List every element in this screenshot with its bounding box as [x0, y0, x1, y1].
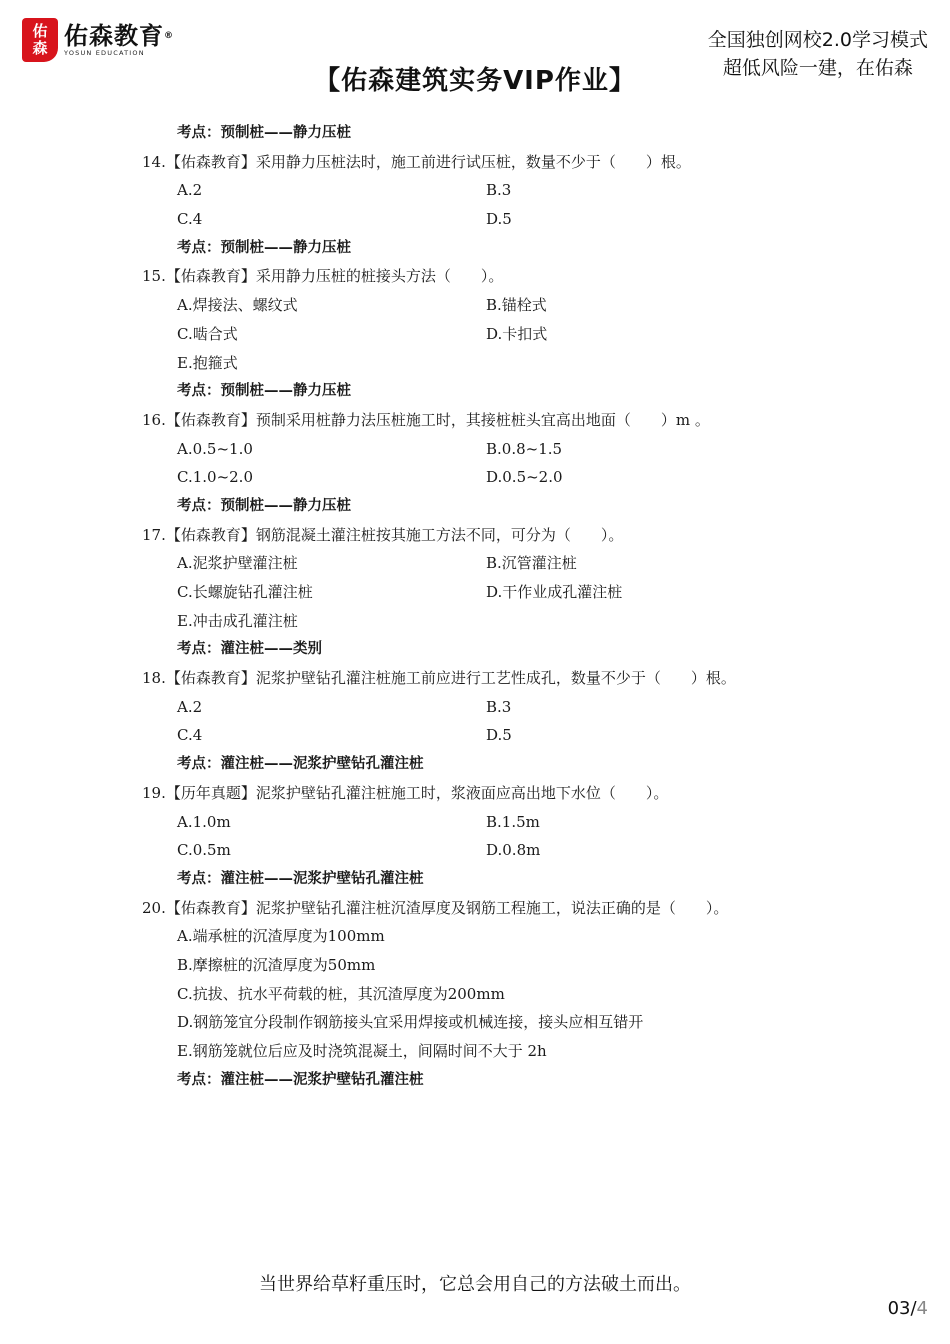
- option-item: D.卡扣式: [486, 324, 548, 343]
- option-row: [142, 176, 842, 205]
- exam-point: 考点：预制桩——静力压桩: [177, 383, 351, 400]
- option-item: C.4: [177, 210, 203, 229]
- option-item: C.0.5m: [177, 841, 231, 860]
- page-number: 03/4: [887, 1298, 928, 1319]
- question-stem: 16.【佑森教育】预制采用桩静力法压桩施工时，其接桩桩头宜高出地面（ ）m 。: [142, 410, 710, 429]
- option-item: D.5: [486, 210, 512, 229]
- option-row: [142, 836, 842, 865]
- option-item: C.抗拔、抗水平荷载的桩，其沉渣厚度为200mm: [177, 984, 505, 1003]
- option-row: [142, 721, 842, 750]
- slogan-line-1: 全国独创网校2.0学习模式: [707, 29, 928, 51]
- exam-point: 考点：预制桩——静力压桩: [177, 125, 351, 141]
- question-stem: 14.【佑森教育】采用静力压桩法时，施工前进行试压桩，数量不少于（ ）根。: [142, 152, 691, 171]
- option-item: B.0.8~1.5: [486, 439, 563, 458]
- option-item: D.干作业成孔灌注桩: [486, 583, 623, 601]
- option-row: [142, 693, 842, 722]
- option-item: D.0.5~2.0: [486, 468, 563, 487]
- question-stem: 19.【历年真题】泥浆护壁钻孔灌注桩施工时，浆液面应高出地下水位（ ）。: [142, 783, 669, 802]
- option-item: D.5: [486, 726, 512, 745]
- option-item: A.焊接法、螺纹式: [177, 296, 298, 315]
- exam-point: 考点：灌注桩——泥浆护壁钻孔灌注桩: [177, 756, 424, 773]
- exam-point: 考点：预制桩——静力压桩: [177, 497, 351, 514]
- option-item: B.1.5m: [486, 812, 540, 831]
- option-row: [142, 291, 842, 320]
- option-item: B.锚栓式: [486, 296, 547, 315]
- question-stem: 17.【佑森教育】钢筋混凝土灌注桩按其施工方法不同，可分为（ ）。: [142, 525, 624, 544]
- option-item: E.钢筋笼就位后应及时浇筑混凝土，间隔时间不大于 2h: [177, 1042, 547, 1060]
- option-row: [142, 578, 842, 607]
- logo-english: YOSUN EDUCATION: [64, 49, 145, 57]
- question-stem: 20.【佑森教育】泥浆护壁钻孔灌注桩沉渣厚度及钢筋工程施工，说法正确的是（ ）。: [142, 898, 729, 917]
- option-item: C.啮合式: [177, 324, 238, 343]
- option-item: D.钢筋笼宜分段制作钢筋接头宜采用焊接或机械连接，接头应相互错开: [177, 1013, 644, 1032]
- option-item: C.1.0~2.0: [177, 468, 253, 487]
- option-item: B.3: [486, 181, 512, 200]
- brand-logo: [22, 18, 174, 62]
- option-item: A.泥浆护壁灌注桩: [177, 554, 298, 573]
- option-row: [142, 320, 842, 349]
- option-item: E.抱箍式: [177, 353, 238, 372]
- option-row: [142, 435, 842, 464]
- option-item: C.4: [177, 726, 203, 745]
- exam-point: 考点：灌注桩——泥浆护壁钻孔灌注桩: [177, 1071, 424, 1088]
- exam-point: 考点：灌注桩——泥浆护壁钻孔灌注桩: [177, 870, 424, 887]
- option-row: [142, 463, 842, 492]
- option-item: C.长螺旋钻孔灌注桩: [177, 583, 313, 601]
- option-item: A.端承桩的沉渣厚度为100mm: [177, 927, 385, 946]
- option-row: [142, 808, 842, 837]
- option-item: A.2: [177, 181, 203, 200]
- option-item: E.冲击成孔灌注桩: [177, 611, 298, 630]
- question-list: [142, 119, 842, 1094]
- logo-name: 佑森教育®: [64, 22, 174, 50]
- option-row: [142, 549, 842, 578]
- option-item: A.0.5~1.0: [177, 439, 253, 458]
- question-stem: 15.【佑森教育】采用静力压桩的桩接头方法（ ）。: [142, 267, 504, 286]
- question-stem: 18.【佑森教育】泥浆护壁钻孔灌注桩施工前应进行工艺性成孔，数量不少于（ ）根。: [142, 669, 736, 688]
- option-item: D.0.8m: [486, 841, 541, 860]
- logo-seal-icon: 佑 森: [22, 18, 58, 62]
- option-item: A.1.0m: [177, 812, 231, 831]
- slogan-line-2: 超低风险一建，在佑森: [722, 57, 913, 79]
- exam-point: 考点：灌注桩——类别: [177, 641, 322, 658]
- option-item: B.摩擦桩的沉渣厚度为50mm: [177, 955, 376, 974]
- option-item: B.沉管灌注桩: [486, 554, 577, 573]
- option-item: A.2: [177, 697, 203, 716]
- exam-point: 考点：预制桩——静力压桩: [177, 239, 351, 256]
- logo-text: [64, 23, 174, 57]
- footer-quote: 当世界给草籽重压时，它总会用自己的方法破土而出。: [259, 1274, 691, 1295]
- option-item: B.3: [486, 697, 512, 716]
- option-row: [142, 205, 842, 234]
- page-title: 【佑森建筑实务VIP作业】: [314, 66, 636, 96]
